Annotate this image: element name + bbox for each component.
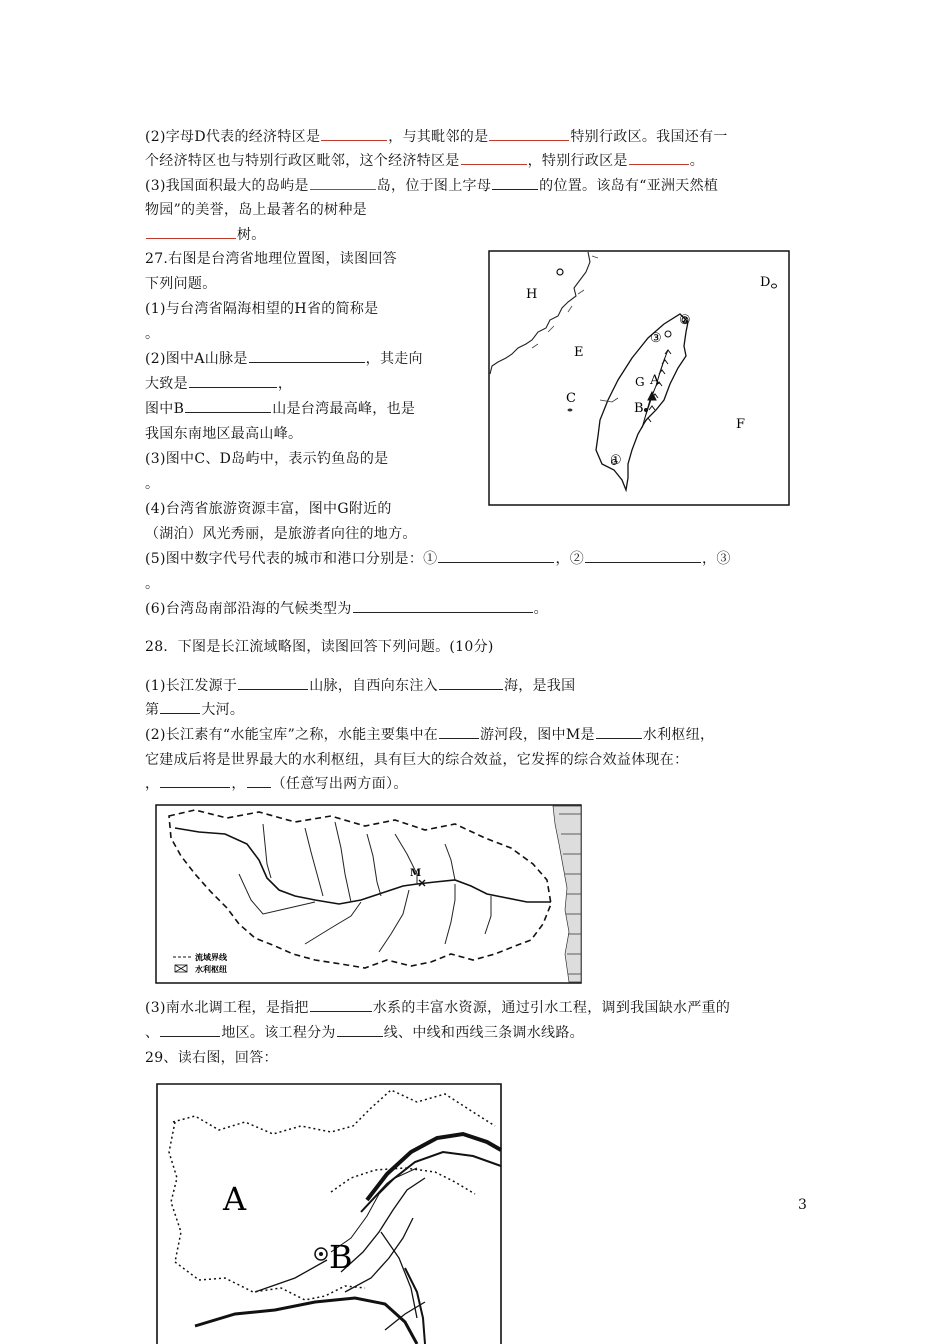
q27-line-5: (2)图中A山脉是 ，其走向	[145, 348, 423, 370]
q27-line-1: 27.右图是台湾省地理位置图，读图回答	[145, 251, 397, 267]
legend-boundary-label: 流域界线	[195, 952, 227, 962]
answer-blank[interactable]	[629, 150, 689, 165]
label-a: A	[223, 1180, 247, 1218]
q26-line-3: (3)我国面积最大的岛屿是 岛，位于图上字母 的位置。该岛有“亚洲天然植	[145, 175, 718, 197]
q26-line-1: (2)字母D代表的经济特区是 ，与其毗邻的是 特别行政区。我国还有一	[145, 126, 728, 148]
q26-line-4: 物园”的美誉，岛上最著名的树种是	[145, 202, 367, 218]
label-h: H	[526, 287, 538, 302]
label-d: D	[760, 275, 771, 290]
answer-blank[interactable]	[238, 675, 308, 690]
answer-blank[interactable]	[461, 150, 527, 165]
q26-line-2: 个经济特区也与特别行政区毗邻，这个经济特区是 ，特别行政区是 。	[145, 150, 704, 172]
label-m: M	[410, 868, 422, 879]
q27-line-4: 。	[145, 326, 160, 342]
q27-line-6: 大致是 ，	[145, 373, 292, 395]
q27-line-13: (5)图中数字代号代表的城市和港口分别是：① ，② ，③	[145, 548, 731, 570]
q27-line-8: 我国东南地区最高山峰。	[145, 426, 303, 442]
q27-line-7: 图中B 山是台湾最高峰，也是	[145, 398, 415, 420]
q28-line-2: (1)长江发源于 山脉，自西向东注入 海，是我国	[145, 675, 575, 697]
q27-line-15: (6)台湾岛南部沿海的气候类型为 。	[145, 598, 548, 620]
answer-blank[interactable]	[310, 997, 372, 1012]
answer-blank[interactable]	[146, 224, 236, 239]
q28-line-7: (3)南水北调工程，是指把 水系的丰富水资源，通过引水工程，调到我国缺水严重的	[145, 997, 730, 1019]
city-b-center	[319, 1252, 323, 1256]
answer-blank[interactable]	[439, 675, 503, 690]
answer-blank[interactable]	[585, 548, 701, 563]
answer-blank[interactable]	[310, 175, 376, 190]
answer-blank[interactable]	[337, 1022, 383, 1037]
answer-blank[interactable]	[596, 724, 642, 739]
q28-line-5: 它建成后将是世界最大的水利枢纽，具有巨大的综合效益，它发挥的综合效益体现在：	[145, 752, 689, 768]
south-to-north-water-map	[155, 1082, 503, 1344]
legend-dam-label: 水利枢纽	[195, 964, 227, 974]
answer-blank[interactable]	[185, 398, 271, 413]
answer-blank[interactable]	[160, 699, 200, 714]
answer-blank[interactable]	[353, 598, 533, 613]
answer-blank[interactable]	[247, 773, 271, 788]
label-1: ①	[610, 453, 622, 468]
answer-blank[interactable]	[160, 1022, 220, 1037]
label-f: F	[736, 417, 746, 432]
q27-line-9: (3)图中C、D岛屿中，表示钓鱼岛的是	[145, 451, 389, 467]
label-2: ②	[679, 313, 691, 328]
page-number: 3	[798, 1197, 807, 1213]
q27-line-12: （湖泊）风光秀丽，是旅游者向往的地方。	[145, 526, 417, 542]
q28-line-6: ， ， （任意写出两方面）。	[145, 773, 408, 795]
q28-line-4: (2)长江素有“水能宝库”之称，水能主要集中在 游河段，图中M是 水利枢纽，	[145, 724, 714, 746]
island-c-symbol	[568, 409, 573, 412]
q26-line-5: 树。	[145, 224, 266, 246]
label-g: G	[635, 375, 645, 389]
label-b: B	[634, 401, 644, 416]
label-e: E	[574, 345, 584, 360]
answer-blank[interactable]	[439, 724, 479, 739]
label-3: ③	[650, 331, 662, 346]
answer-blank[interactable]	[492, 175, 538, 190]
q27-line-11: (4)台湾省旅游资源丰富，图中G附近的	[145, 501, 392, 517]
label-b: B	[329, 1238, 353, 1276]
q27-line-14: 。	[145, 576, 160, 592]
map-frame	[157, 1084, 501, 1344]
answer-blank[interactable]	[438, 548, 554, 563]
q28-line-3: 第 大河。	[145, 699, 244, 721]
q28-line-8: 、 地区。该工程分为 线、中线和西线三条调水线路。	[145, 1022, 584, 1044]
answer-blank[interactable]	[249, 348, 365, 363]
lake-g-symbol	[644, 408, 648, 412]
yangtze-basin-map	[155, 804, 583, 986]
q27-line-3: (1)与台湾省隔海相望的H省的简称是	[145, 301, 379, 317]
q29-line-1: 29、读右图，回答：	[145, 1050, 278, 1066]
answer-blank[interactable]	[489, 126, 569, 141]
answer-blank[interactable]	[321, 126, 387, 141]
label-c: C	[566, 391, 576, 406]
q28-line-1: 28．下图是长江流域略图，读图回答下列问题。(10分)	[145, 639, 494, 655]
answer-blank[interactable]	[189, 373, 277, 388]
label-a: A	[650, 373, 660, 388]
taiwan-location-map	[488, 250, 792, 508]
answer-blank[interactable]	[160, 773, 230, 788]
q27-line-10: 。	[145, 476, 160, 492]
q27-line-2: 下列问题。	[145, 276, 217, 292]
